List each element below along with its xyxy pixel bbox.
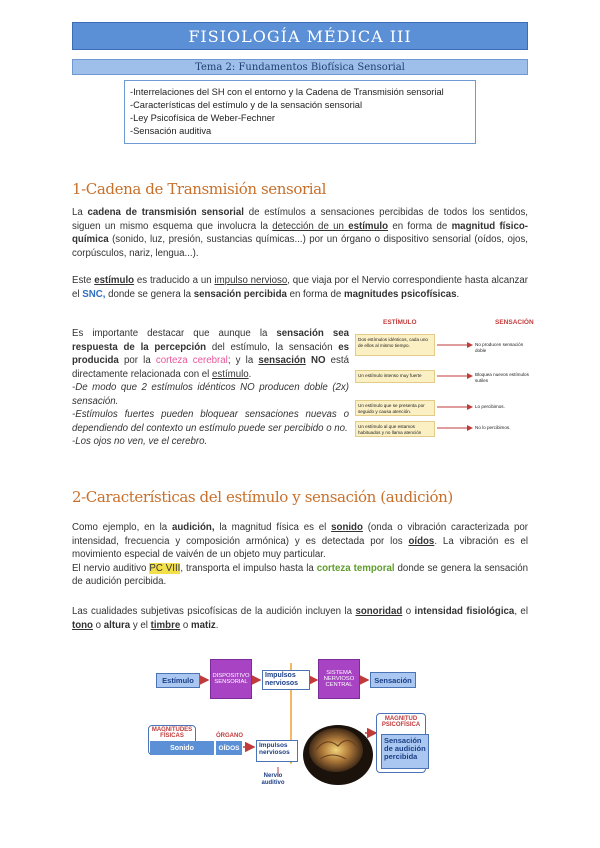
ears-box: OÍDOS	[216, 741, 242, 755]
stimulus-sensation-figure	[355, 318, 534, 448]
underlined-text: detección de un	[272, 220, 349, 232]
highlighted-text: corteza temporal	[316, 562, 395, 574]
nerve-label: Nervio auditivo	[261, 773, 285, 786]
bold-text: intensidad fisiológica	[414, 606, 515, 617]
psycho-frame	[376, 713, 426, 773]
text: del estímulo, la sensación	[206, 341, 339, 353]
stimulus-box: Un estímulo que se presenta por seguido y causa atención.	[355, 400, 435, 416]
toc-item: -Ley Psicofísica de Weber-Fechner	[130, 113, 276, 123]
sensation-text: No lo percibimos.	[475, 425, 511, 430]
toc-item: -Características del estímulo y de la sensación sensorial	[130, 100, 363, 110]
bold-underlined-text: timbre	[150, 619, 181, 631]
text: El nervio auditivo	[72, 562, 150, 574]
note: -Los ojos no ven, ve el cerebro.	[72, 436, 208, 447]
sensation-text: Lo percibimos.	[475, 404, 505, 409]
bold-underlined-text: estímulo	[94, 275, 135, 286]
text: donde se genera la	[105, 288, 194, 300]
text: , que viaja por el Nervio correspondiente hasta alcanzar el	[72, 275, 528, 300]
text: en forma de	[388, 220, 452, 232]
device-box: DISPOSITIVO SENSORIAL	[210, 659, 252, 699]
text: por la	[118, 355, 156, 366]
section-heading: 1-Cadena de Transmisión sensorial	[72, 180, 327, 198]
text: o	[92, 619, 104, 631]
cns-box: SISTEMA NERVIOSO CENTRAL	[318, 659, 360, 699]
sensation-box: Sensación	[370, 672, 416, 688]
bold-text: audición,	[172, 522, 215, 533]
underlined-text: impulso nervioso	[214, 275, 288, 286]
note: -Estímulos fuertes pueden bloquear sensaciones nuevas o dependiendo del contexto un estímulo puede ser percibido o no.	[72, 409, 349, 434]
text: .	[215, 619, 219, 631]
text: de estímulos a sensaciones percibidas de todos los sentidos, siguen un mismo esquema que involucra la	[72, 207, 528, 232]
page-title-text: FISIOLOGÍA MÉDICA III	[188, 26, 412, 46]
stimulus-box: Dos estímulos idénticos, cada uno de ellos al mismo tiempo.	[355, 334, 435, 356]
bold-underlined-text: sonoridad	[355, 606, 403, 617]
highlighted-text: corteza cerebral	[155, 355, 228, 366]
brain-image	[303, 725, 373, 785]
text: .	[248, 368, 252, 380]
text: La	[72, 207, 88, 218]
paragraph	[72, 521, 528, 589]
bold-text: altura	[103, 619, 131, 631]
topic-subtitle-text: Tema 2: Fundamentos Biofísica Sensorial	[195, 61, 405, 73]
magnitudes-box: MAGNITUDES FÍSICAS	[148, 725, 196, 755]
bold-underlined-text: oídos	[408, 535, 435, 547]
text: (sonido, luz, presión, sustancias químicas...) por un órgano o dispositivo sensorial (oídos, ojos, corpúsculos, nariz, lengua...).	[72, 234, 528, 259]
psycho-label: MAGNITUD PSICOFÍSICA	[381, 716, 421, 728]
bold-text: sensación percibida	[193, 288, 287, 300]
toc-item: -Interrelaciones del SH con el entorno y la Cadena de Transmisión sensorial	[130, 87, 444, 97]
text: la magnitud física es el	[214, 522, 332, 533]
audition-box: Sensación de audición percibida	[381, 734, 429, 769]
text: Es importante destacar que aunque la	[72, 328, 277, 339]
bold-underlined-text: estímulo	[348, 220, 389, 232]
text: .	[456, 288, 460, 300]
bold-text: es producida	[72, 341, 349, 366]
text: , transporta el impulso hasta la	[180, 562, 317, 574]
highlighted-text: PC VIII	[149, 562, 181, 574]
text: Como ejemplo, en la	[72, 522, 172, 533]
bold-text: sensación sea respuesta de la percepción	[72, 328, 349, 353]
bold-text: magnitud físico-química	[72, 220, 528, 245]
underlined-text: estímulo	[212, 368, 249, 380]
stimulus-box: Un estímulo al que estamos habituados y no llama atención	[355, 421, 435, 437]
text: en forma de	[286, 288, 344, 300]
text: o	[402, 606, 415, 617]
sound-box: Sonido	[150, 741, 214, 755]
bold-text: magnitudes psicofísicas	[343, 288, 457, 300]
sensation-text: No producen sensación doble	[475, 342, 524, 353]
organ-label: ÓRGANO	[216, 733, 243, 739]
text: , el	[514, 606, 528, 617]
toc-box	[124, 80, 476, 144]
stimulus-box: Un estímulo intenso muy fuerte	[355, 370, 435, 383]
page-title	[72, 22, 528, 50]
bold-underlined-text: sensación	[258, 355, 306, 366]
stimulus-box: Estímulo	[156, 673, 200, 688]
bold-text: matiz	[191, 619, 216, 631]
col-sensation: SENSACIÓN	[495, 319, 534, 326]
text: ; y la	[227, 355, 259, 366]
impulses-box: Impulsos nerviosos	[256, 740, 298, 762]
text: donde se genera la sensación de audición percibida.	[72, 562, 528, 587]
bold-underlined-text: sonido	[331, 522, 363, 533]
section-heading: 2-Características del estímulo y sensación (audición)	[72, 488, 453, 506]
col-stimulus: ESTÍMULO	[383, 319, 417, 326]
text: está directamente relacionada con el	[72, 355, 349, 380]
impulses-box: Impulsos nerviosos	[262, 670, 310, 690]
text: (onda o vibración caracterizada por intensidad, frecuencia y composición armónica) y es detectada por los	[72, 522, 528, 547]
text: y el	[130, 619, 151, 631]
text: Las cualidades subjetivas psicofísicas de la audición incluyen la	[72, 606, 356, 617]
bold-text: cadena de transmisión sensorial	[87, 207, 244, 218]
bold-underlined-text: tono	[72, 619, 93, 631]
paragraph	[72, 274, 528, 301]
line	[72, 562, 528, 589]
topic-subtitle	[72, 59, 528, 75]
paragraph	[72, 605, 528, 632]
text: es traducido a un	[134, 275, 215, 286]
highlighted-text: SNC,	[82, 288, 106, 300]
bold-text: NO	[310, 355, 326, 366]
sensation-text: Bloquea nuevos estímulos sutiles	[475, 372, 529, 383]
text: . La vibración es el movimiento especial de vaivén de un objeto muy particular.	[72, 535, 528, 560]
paragraph	[72, 206, 528, 260]
text: o	[180, 619, 192, 631]
audition-diagram	[148, 655, 458, 835]
note: -De modo que 2 estímulos idénticos NO producen doble (2x) sensación.	[72, 382, 349, 407]
text: Este	[72, 275, 95, 286]
toc-item: -Sensación auditiva	[130, 126, 212, 136]
paragraph	[72, 327, 349, 449]
